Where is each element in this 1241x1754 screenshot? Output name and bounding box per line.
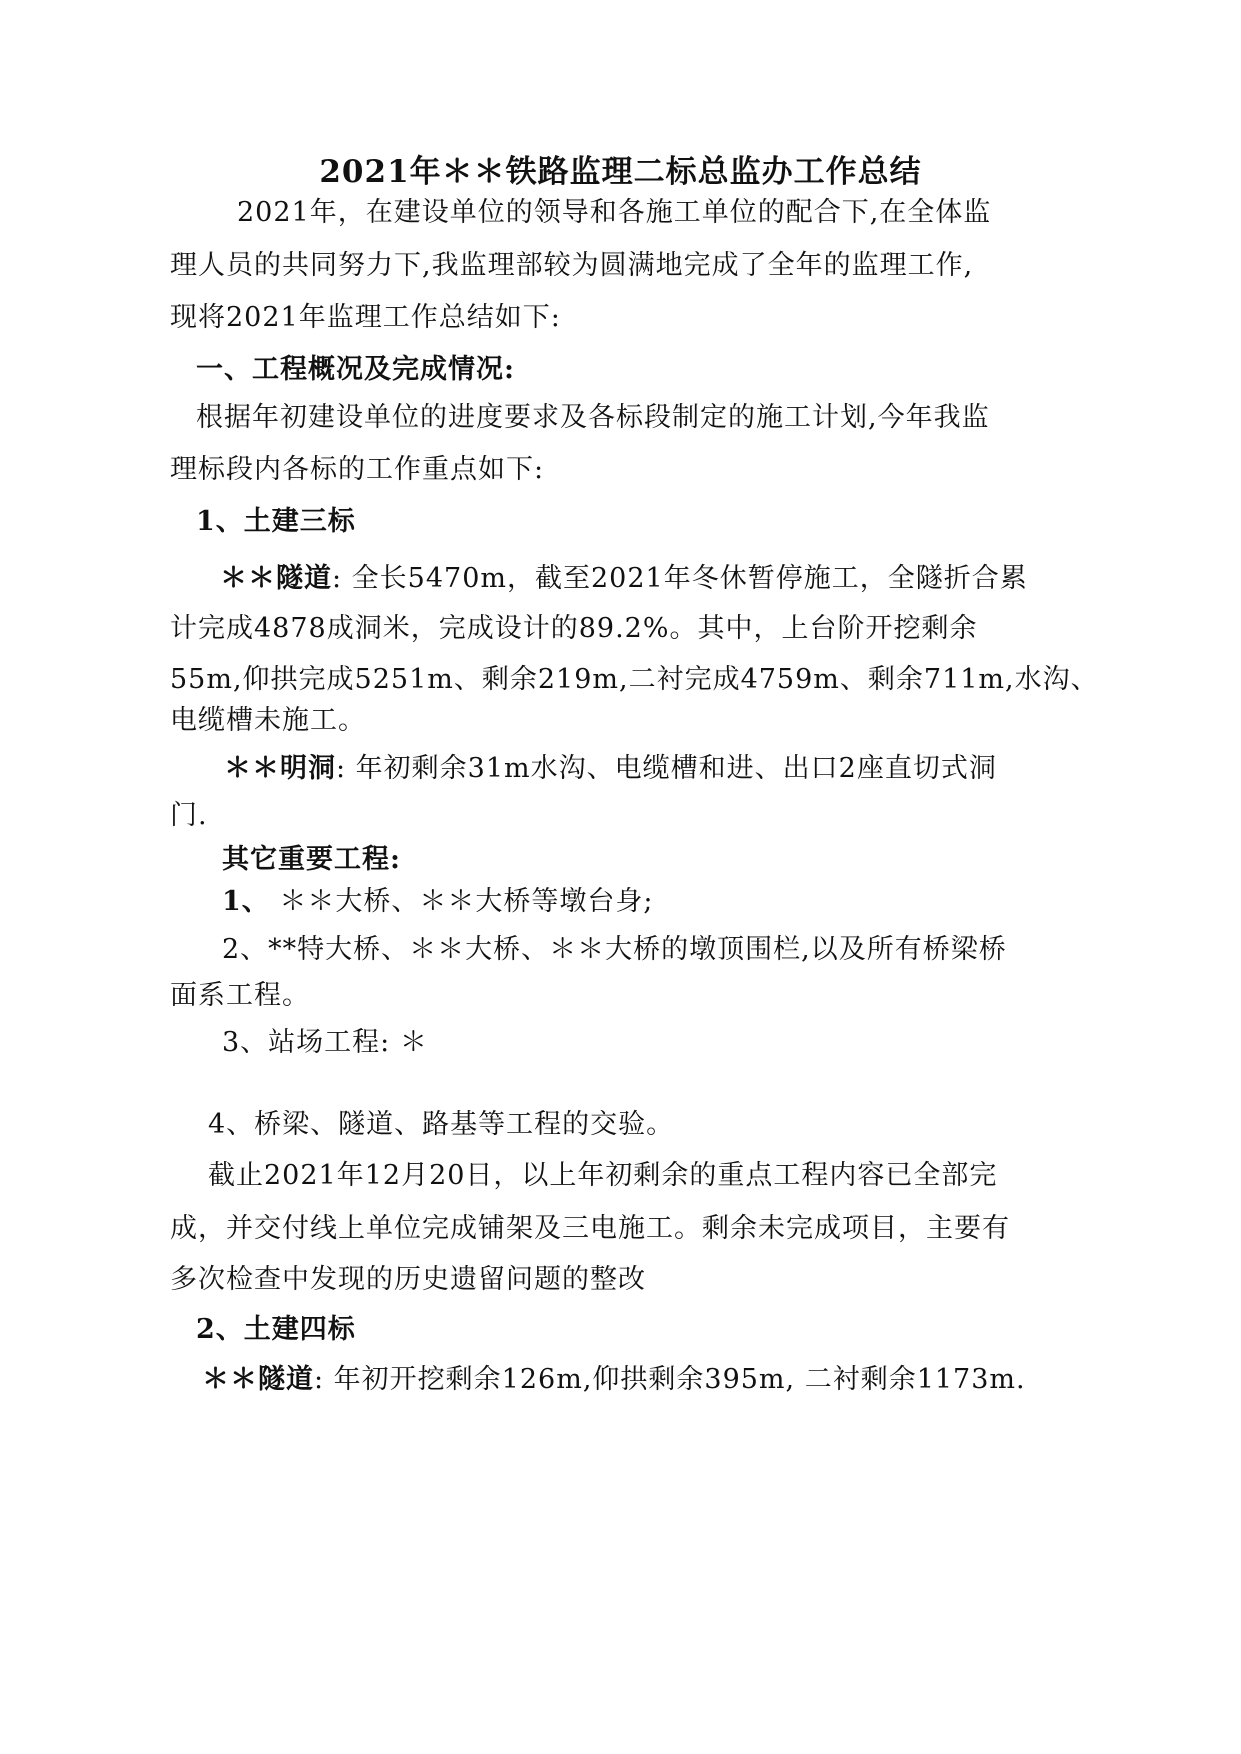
closing-line-1: 截止2021年12月20日，以上年初剩余的重点工程内容已全部完 — [208, 1160, 998, 1191]
intro-line-3: 现将2021年监理工作总结如下: — [170, 302, 561, 333]
closing-line-3: 多次检查中发现的历史遗留问题的整改 — [170, 1264, 646, 1295]
intro-line-2: 理人员的共同努力下,我监理部较为圆满地完成了全年的监理工作, — [170, 250, 974, 281]
other-item-4: 4、桥梁、隧道、路基等工程的交验。 — [208, 1109, 675, 1140]
tunnel1-line-2: 计完成4878成洞米，完成设计的89.2%。其中，上台阶开挖剩余 — [170, 613, 978, 644]
intro-line-1: 2021年，在建设单位的领导和各施工单位的配合下,在全体监 — [237, 197, 992, 228]
tunnel1-line-3: 55m,仰拱完成5251m、剩余219m,二衬完成4759m、剩余711m,水沟、 — [170, 664, 1099, 695]
document-title: 2021年＊＊铁路监理二标总监办工作总结 — [319, 154, 922, 190]
section1-heading: 一、工程概况及完成情况: — [196, 354, 515, 385]
other-item-2-line-1: 2、**特大桥、＊＊大桥、＊＊大桥的墩顶围栏,以及所有桥梁桥 — [222, 934, 1007, 965]
section1-intro-line-2: 理标段内各标的工作重点如下: — [170, 454, 545, 485]
tunnel1-line-4: 电缆槽未施工。 — [170, 705, 366, 736]
section1-intro-line-1: 根据年初建设单位的进度要求及各标段制定的施工计划,今年我监 — [196, 402, 990, 433]
tunnel2-label: ＊＊隧道 — [202, 1364, 314, 1395]
other-item-2-line-2: 面系工程。 — [170, 980, 310, 1011]
other-item-3: 3、站场工程: ＊ — [222, 1027, 428, 1058]
tunnel1-text-1: : 全长5470m，截至2021年冬休暂停施工，全隧折合累 — [332, 563, 1028, 594]
other-item-1-number: 1、 — [222, 886, 270, 917]
tunnel1-line-1 — [220, 562, 1028, 596]
sub1-heading: 1、土建三标 — [196, 506, 356, 537]
tunnel2-line — [202, 1363, 1026, 1397]
other-item-1-text: ＊＊大桥、＊＊大桥等墩台身; — [269, 886, 654, 917]
cut-and-cover-label: ＊＊明洞 — [224, 753, 336, 784]
cut-and-cover-line-1 — [224, 752, 997, 786]
cut-and-cover-line-2: 门. — [170, 800, 208, 831]
other-heading: 其它重要工程: — [222, 844, 401, 875]
closing-line-2: 成，并交付线上单位完成铺架及三电施工。剩余未完成项目，主要有 — [170, 1213, 1010, 1244]
cut-and-cover-text-1: : 年初剩余31m水沟、电缆槽和进、出口2座直切式洞 — [336, 753, 997, 784]
tunnel1-label: ＊＊隧道 — [220, 563, 332, 594]
other-item-1 — [222, 885, 653, 919]
tunnel2-text: : 年初开挖剩余126m,仰拱剩余395m, 二衬剩余1173m. — [314, 1364, 1026, 1395]
sub2-heading: 2、土建四标 — [196, 1314, 356, 1345]
